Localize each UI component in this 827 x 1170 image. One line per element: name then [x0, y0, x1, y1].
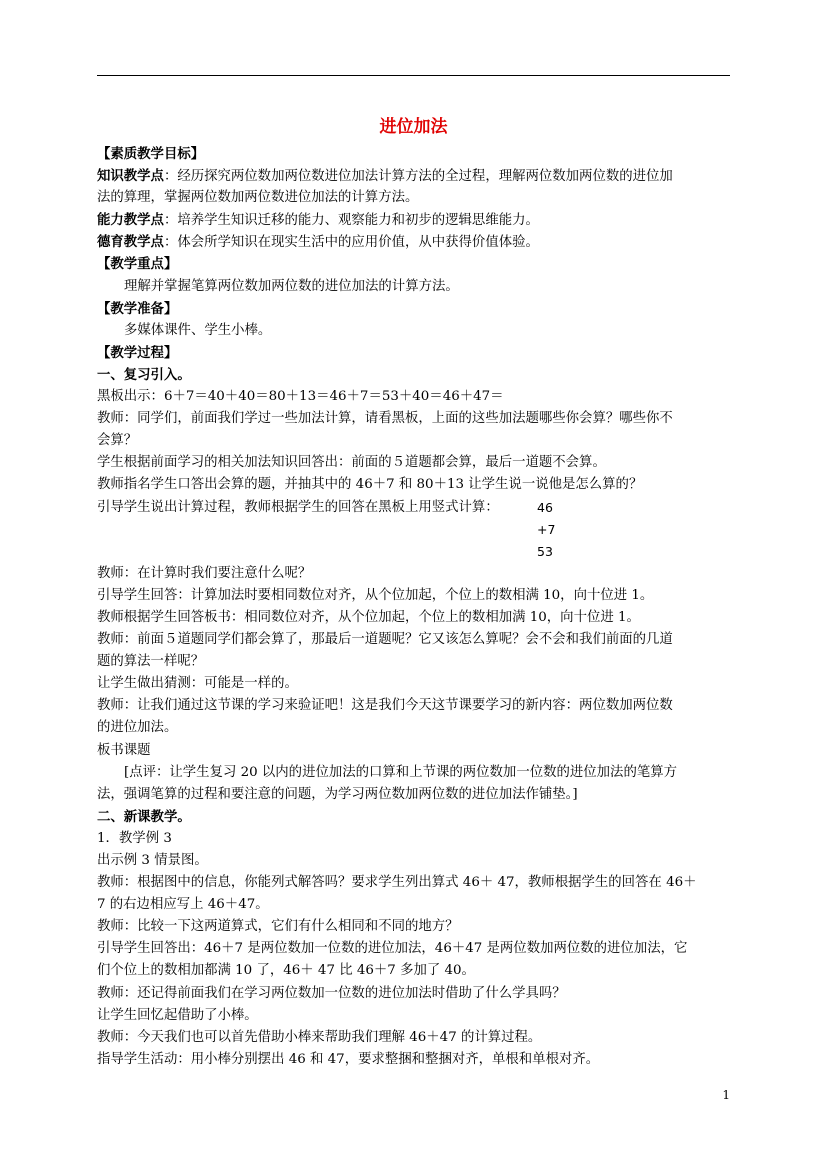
knowledge-text-cont: 法的算理，掌握两位数加两位数进位加法的计算方法。 [97, 190, 419, 206]
paragraph-line: 会算？ [97, 433, 138, 449]
calc-row-1: 46 [537, 499, 553, 515]
comment-line: [点评：让学生复习 20 以内的进位加法的口算和上节课的两位数加一位数的进位加法的笔算方 [124, 764, 678, 780]
paragraph-line: 7 的右边相应写上 46＋47。 [97, 897, 269, 913]
paragraph-line: 教师根据学生回答板书：相同数位对齐，从个位加起，个位上的数相加满 10，向十位进 1。 [97, 609, 640, 625]
header-rule [97, 75, 730, 76]
paragraph-line: 教师：还记得前面我们在学习两位数加一位数的进位加法时借助了什么学具吗？ [97, 985, 566, 1001]
ability-point [97, 209, 731, 231]
paragraph-line: 教师：在计算时我们要注意什么呢？ [97, 565, 312, 581]
paragraph-line: 1．教学例 3 [97, 830, 172, 846]
paragraph-line: 引导学生说出计算过程，教师根据学生的回答在黑板上用竖式计算： [97, 499, 499, 515]
new-lesson-heading: 二、新课教学。 [97, 808, 191, 825]
knowledge-text: ：经历探究两位数加两位数进位加法计算方法的全过程，理解两位数加两位数的进位加 [163, 169, 673, 185]
paragraph-line: 指导学生活动：用小棒分别摆出 46 和 47，要求整捆和整捆对齐，单根和单根对齐。 [97, 1051, 600, 1067]
document-body [97, 143, 731, 1071]
ability-text: ：培养学生知识迁移的能力、观察能力和初步的逻辑思维能力。 [163, 213, 539, 229]
paragraph-line: 引导学生回答：计算加法时要相同数位对齐，从个位加起，个位上的数相满 10，向十位进 1。 [97, 587, 654, 603]
paragraph-line: 教师：今天我们也可以首先借助小棒来帮助我们理解 46＋47 的计算过程。 [97, 1029, 542, 1045]
key-heading: 【教学重点】 [97, 256, 178, 273]
moral-point [97, 231, 731, 253]
paragraph-line: 教师：同学们，前面我们学过一些加法计算，请看黑板，上面的这些加法题哪些你会算？哪些你不 [97, 411, 673, 427]
prep-text: 多媒体课件、学生小棒。 [124, 322, 272, 338]
review-heading: 一、复习引入。 [97, 366, 191, 383]
process-heading: 【教学过程】 [97, 344, 178, 361]
paragraph-line: 教师：根据图中的信息，你能列式解答吗？要求学生列出算式 46＋ 47，教师根据学生的回答在 46＋ [97, 875, 697, 891]
paragraph-line: 让学生做出猜测：可能是一样的。 [97, 676, 298, 692]
prep-heading: 【教学准备】 [97, 300, 178, 317]
paragraph-line: 教师：比较一下这两道算式，它们有什么相同和不同的地方？ [97, 919, 459, 935]
ability-label: 能力教学点 [97, 212, 164, 229]
moral-label: 德育教学点 [97, 234, 164, 251]
paragraph-line: 黑板出示：6＋7＝40＋40＝80＋13＝46＋7＝53＋40＝46＋47＝ [97, 389, 504, 405]
paragraph-line: 让学生回忆起借助了小棒。 [97, 1007, 258, 1023]
paragraph-line: 学生根据前面学习的相关加法知识回答出：前面的５道题都会算，最后一道题不会算。 [97, 455, 606, 471]
comment-line: 法，强调笔算的过程和要注意的问题，为学习两位数加两位数的进位加法作铺垫。] [97, 786, 578, 802]
knowledge-label: 知识教学点 [97, 168, 164, 185]
goal-heading: 【素质教学目标】 [97, 146, 205, 162]
paragraph-line: 题的算法一样呢？ [97, 654, 205, 670]
paragraph-line: 教师：让我们通过这节课的学习来验证吧！这是我们今天这节课要学习的新内容：两位数加两位数 [97, 698, 673, 714]
paragraph-line: 出示例 3 情景图。 [97, 853, 208, 868]
paragraph-line: 教师：前面５道题同学们都会算了，那最后一道题呢？它又该怎么算呢？会不会和我们前面的几道 [97, 632, 673, 648]
vertical-calc-intro [97, 497, 731, 519]
moral-text: ：体会所学知识在现实生活中的应用价值，从中获得价值体验。 [163, 235, 539, 251]
paragraph-line: 引导学生回答出：46＋7 是两位数加一位数的进位加法，46＋47 是两位数加两位数的进位加法，它 [97, 941, 688, 957]
paragraph-line: 板书课题 [97, 742, 151, 758]
knowledge-point [97, 165, 731, 187]
paragraph-line: 教师指名学生口答出会算的题，并抽其中的 46＋7 和 80＋13 让学生说一说他是怎么算的？ [97, 477, 643, 493]
page-number: 1 [722, 1088, 730, 1102]
calc-row-3: 53 [537, 543, 553, 559]
calc-row-2: +7 [537, 521, 556, 537]
paragraph-line: 们个位上的数相加都满 10 了，46＋ 47 比 46＋7 多加了 40。 [97, 963, 475, 979]
paragraph-line: 的进位加法。 [97, 720, 178, 736]
key-text: 理解并掌握笔算两位数加两位数的进位加法的计算方法。 [124, 278, 459, 294]
document-title: 进位加法 [379, 117, 448, 137]
